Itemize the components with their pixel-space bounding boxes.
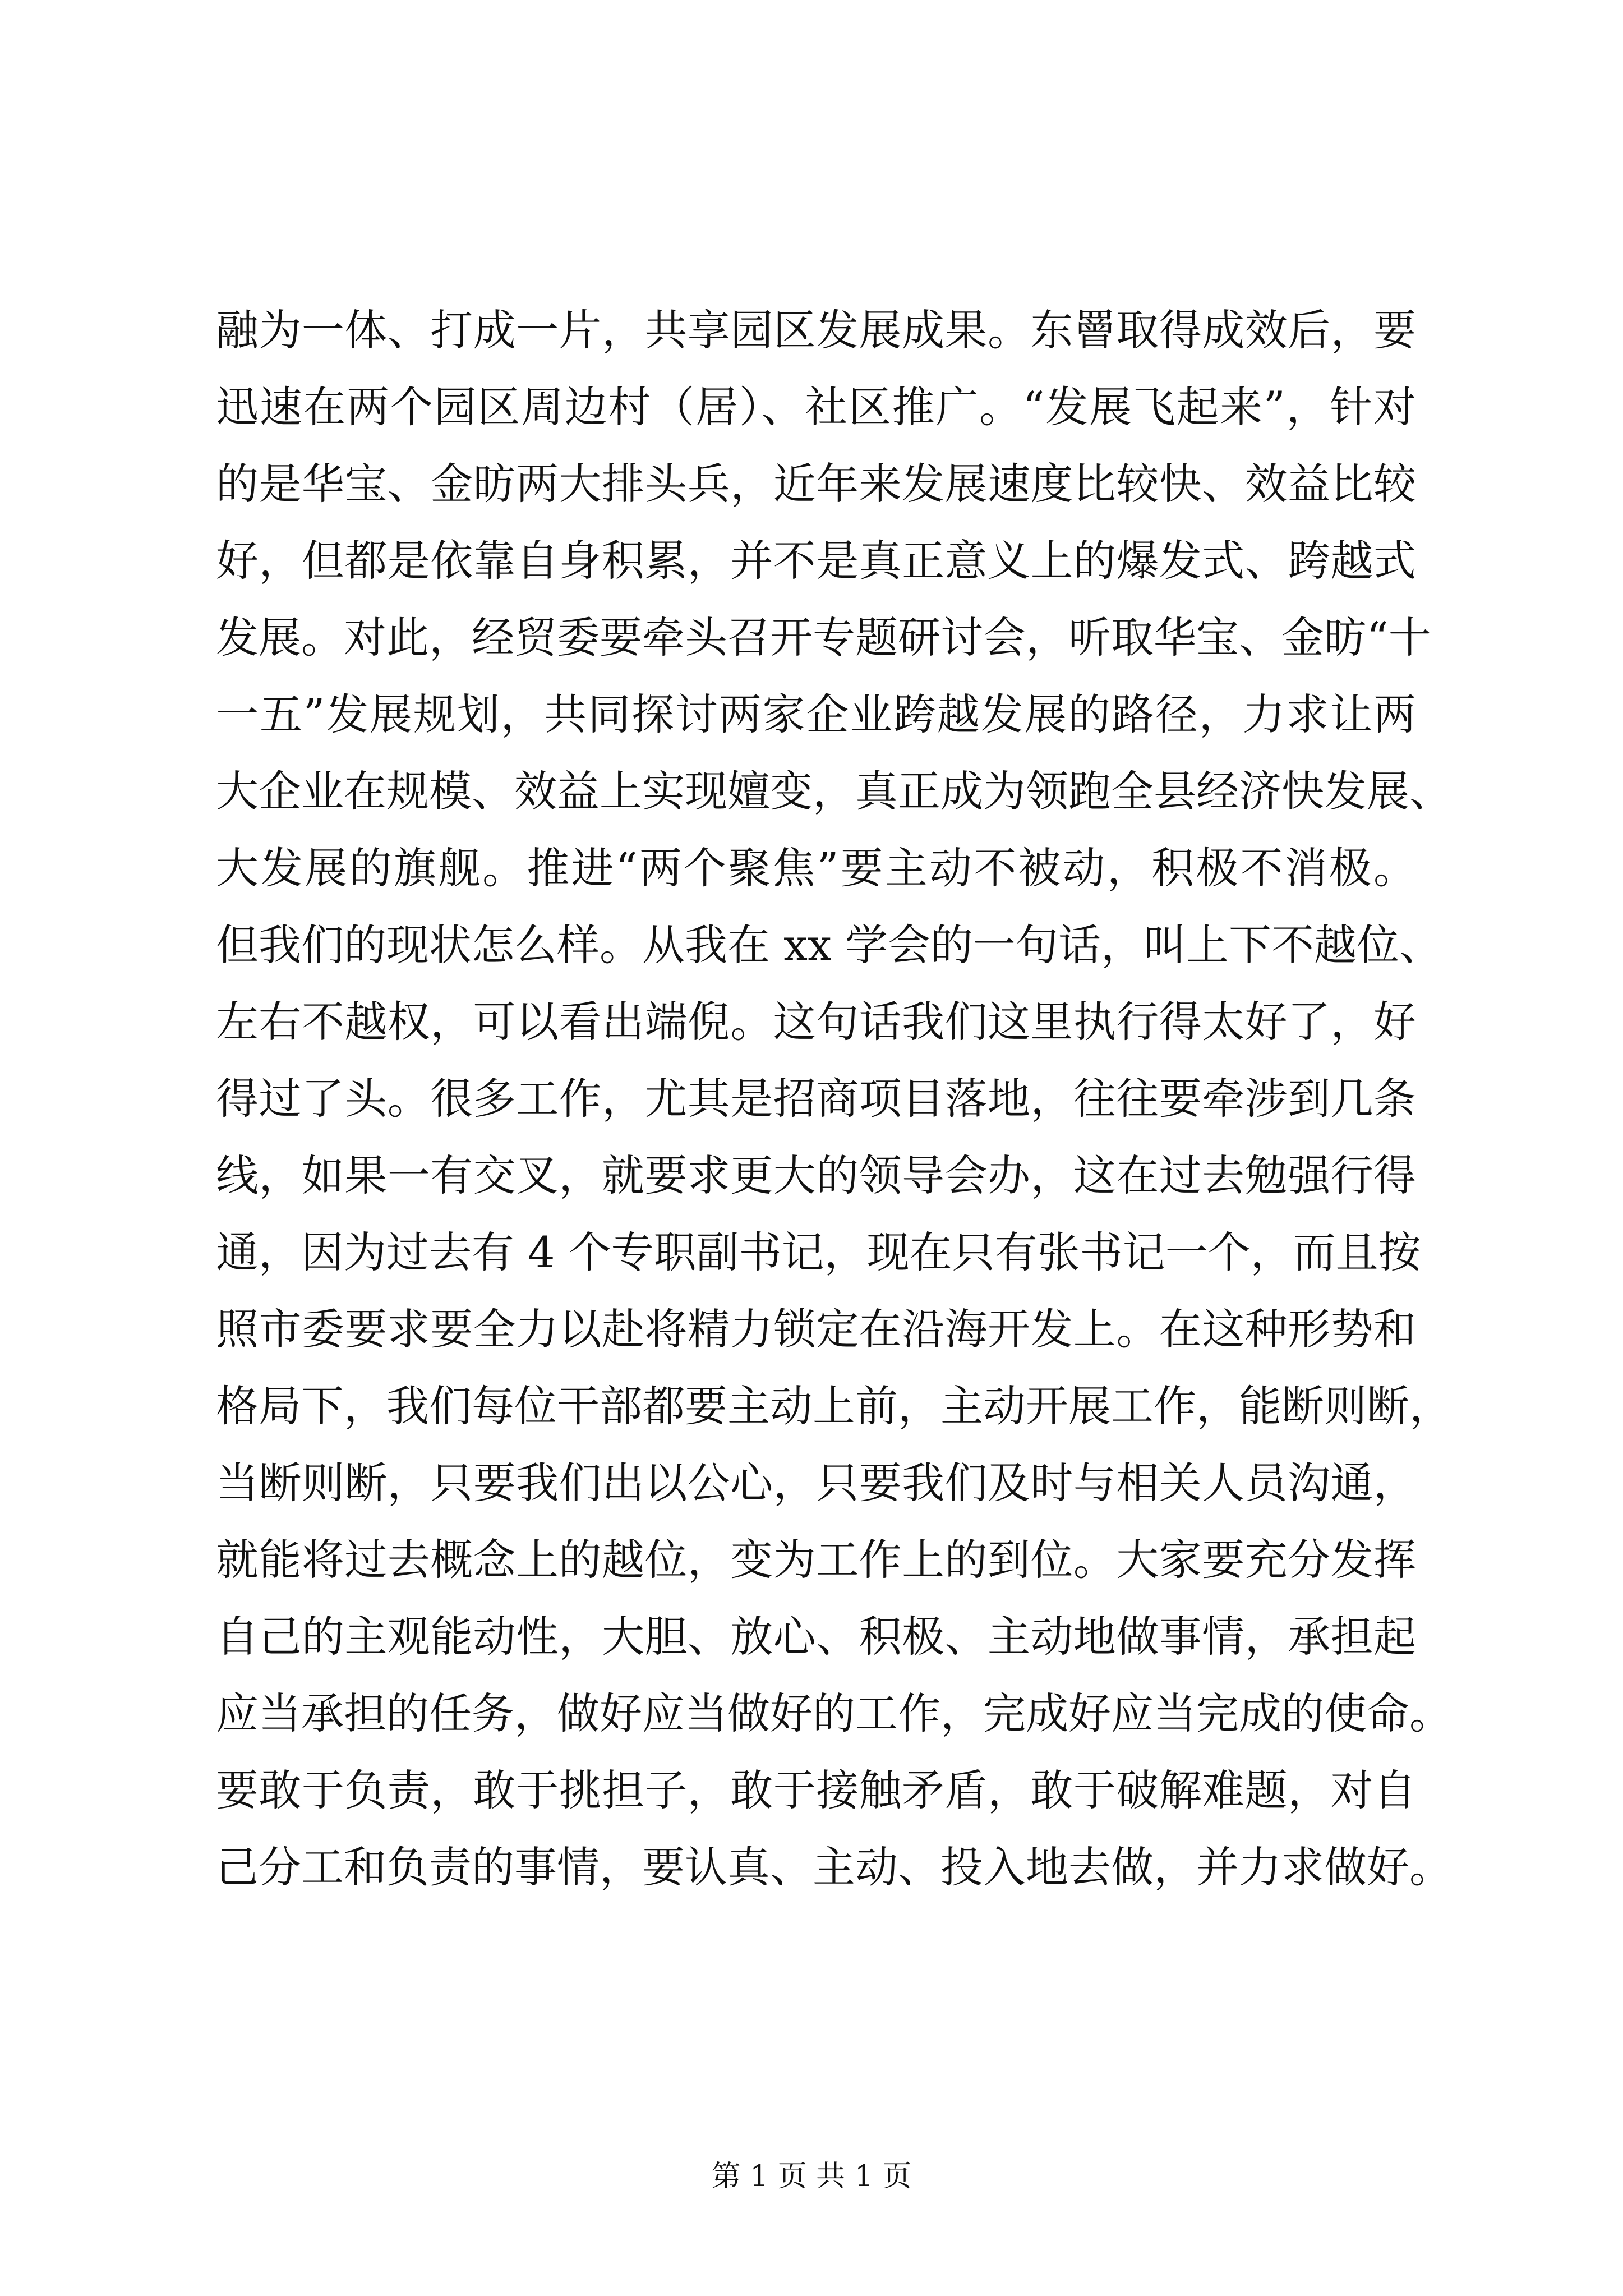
text-line: 自己的主观能动性，大胆、放心、积极、主动地做事情，承担起 bbox=[216, 1612, 1416, 1662]
text-line: 得过了头。很多工作，尤其是招商项目落地，往往要牵涉到几条 bbox=[216, 1074, 1416, 1124]
text-line: 好，但都是依靠自身积累，并不是真正意义上的爆发式、跨越式 bbox=[216, 536, 1416, 586]
text-line: 融为一体、打成一片，共享园区发展成果。东罾取得成效后，要 bbox=[216, 305, 1416, 355]
text-line: 大发展的旗舰。推进“两个聚焦”要主动不被动，积极不消极。 bbox=[216, 843, 1416, 893]
text-line: 迅速在两个园区周边村（居）、社区推广。“发展飞起来”，针对 bbox=[216, 382, 1416, 432]
text-line: 左右不越权，可以看出端倪。这句话我们这里执行得太好了，好 bbox=[216, 997, 1416, 1047]
text-line: 线，如果一有交叉，就要求更大的领导会办，这在过去勉强行得 bbox=[216, 1151, 1416, 1200]
text-line: 己分工和负责的事情，要认真、主动、投入地去做，并力求做好。 bbox=[216, 1842, 1452, 1892]
text-line: 当断则断，只要我们出以公心，只要我们及时与相关人员沟通， bbox=[216, 1458, 1416, 1508]
text-line: 一五”发展规划，共同探讨两家企业跨越发展的路径，力求让两 bbox=[216, 689, 1416, 739]
text-line: 就能将过去概念上的越位，变为工作上的到位。大家要充分发挥 bbox=[216, 1535, 1416, 1585]
page-footer bbox=[0, 2157, 1623, 2196]
page-number: 第 1 页 共 1 页 bbox=[711, 2160, 912, 2193]
text-line: 的是华宝、金昉两大排头兵，近年来发展速度比较快、效益比较 bbox=[216, 459, 1416, 509]
text-line: 格局下，我们每位干部都要主动上前，主动开展工作，能断则断， bbox=[216, 1381, 1452, 1431]
body-text bbox=[216, 292, 1452, 1906]
text-line: 照市委要求要全力以赴将精力锁定在沿海开发上。在这种形势和 bbox=[216, 1304, 1416, 1354]
text-line: 要敢于负责，敢于挑担子，敢于接触矛盾，敢于破解难题，对自 bbox=[216, 1765, 1416, 1815]
text-line: 发展。对此，经贸委要牵头召开专题研讨会，听取华宝、金昉“十 bbox=[216, 613, 1431, 662]
text-line: 但我们的现状怎么样。从我在 xx 学会的一句话，叫上下不越位、 bbox=[216, 920, 1442, 970]
text-line: 应当承担的任务，做好应当做好的工作，完成好应当完成的使命。 bbox=[216, 1688, 1452, 1738]
text-line: 通，因为过去有 4 个专职副书记，现在只有张书记一个，而且按 bbox=[216, 1227, 1421, 1277]
text-line: 大企业在规模、效益上实现嬗变，真正成为领跑全县经济快发展、 bbox=[216, 766, 1452, 816]
